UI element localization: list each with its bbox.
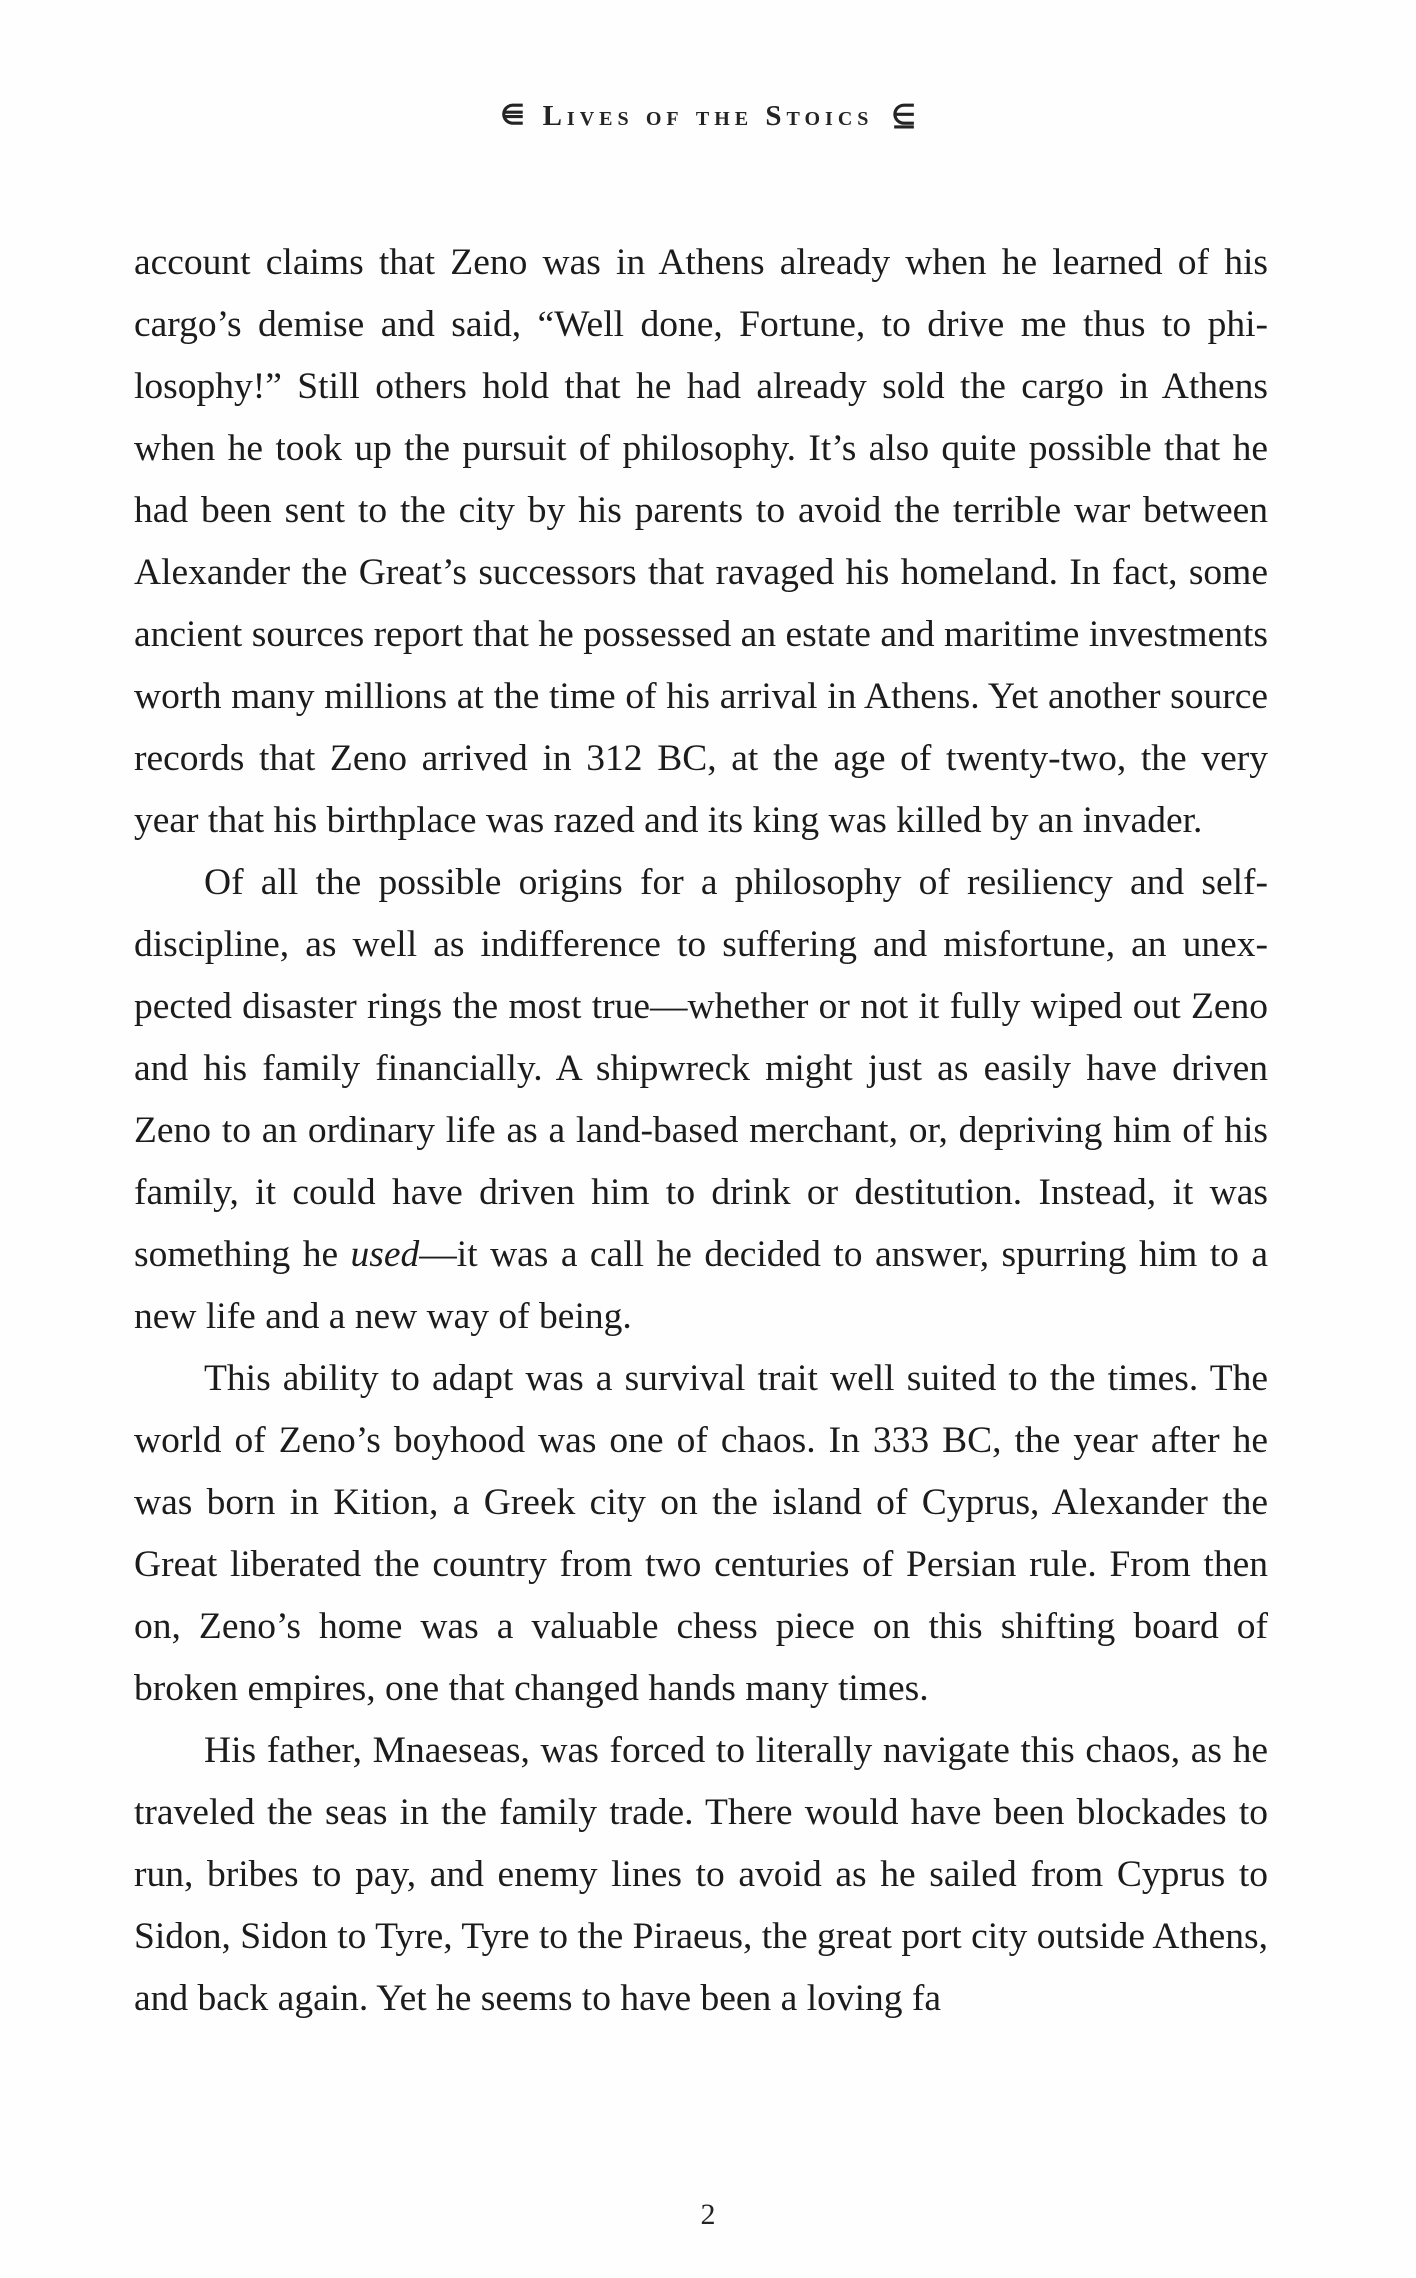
page-number: 2 [700, 2198, 716, 2231]
paragraph-3: This ability to adapt was a survival trait well suited to the times. The world of Zeno’s boyhood was one of chaos. In 333 BC, the year after he was born in Kition, a Greek city on the island of Cyprus, Alexander the Great liberated the country from two centuries of Persian rule. From then on, Zeno’s home was a valuable chess piece on this shifting board of broken empires, one that changed hands many times. [134, 1358, 1268, 1709]
right-ornament-icon: ⋸ [891, 100, 916, 131]
paragraph-2 [134, 852, 1268, 1348]
paragraph-4: His father, Mnaeseas, was forced to literally navigate this chaos, as he traveled the seas in the family trade. There would have been blockades to run, bribes to pay, and enemy lines to avoid as he sailed from Cyprus to Sidon, Sidon to Tyre, Tyre to the Piraeus, the great port city outside Athens, and back again. Yet he seems to have been a loving fa [134, 1730, 1268, 2019]
paragraph-1: account claims that Zeno was in Athens already when he learned of his cargo’s demise and said, “Well done, Fortune, to drive me thus to philosophy!” Still others hold that he had already sold the cargo in Athens when he took up the pursuit of philosophy. It’s also quite possible that he had been sent to the city by his parents to avoid the terrible war between Alexander the Great’s successors that ravaged his homeland. In fact, some ancient sources report that he possessed an estate and maritime investments worth many millions at the time of his arrival in Athens. Yet another source records that Zeno arrived in 312 BC, at the age of twenty-two, the very year that his birthplace was razed and its king was killed by an invader. [134, 242, 1268, 841]
left-ornament-icon: ⋹ [500, 100, 525, 131]
body-text [134, 232, 1268, 2030]
paragraph-2-text-after: —it was a call he decided to answer, spurring him to a new life and a new way of being. [134, 1234, 1268, 1337]
running-head [0, 98, 1416, 133]
emphasized-word: used [350, 1234, 420, 1275]
paragraph-2-text-before: Of all the possible origins for a philosophy of resiliency and self-discipline, as well as indifference to suffering and misfortune, an unexpected disaster rings the most true—whether or not it fully wiped out Zeno and his family financially. A shipwreck might just as easily have driven Zeno to an ordinary life as a land-based merchant, or, depriving him of his family, it could have driven him to drink or destitution. Instead, it was something he [134, 862, 1268, 1275]
running-head-title: Lives of the Stoics [542, 100, 874, 132]
